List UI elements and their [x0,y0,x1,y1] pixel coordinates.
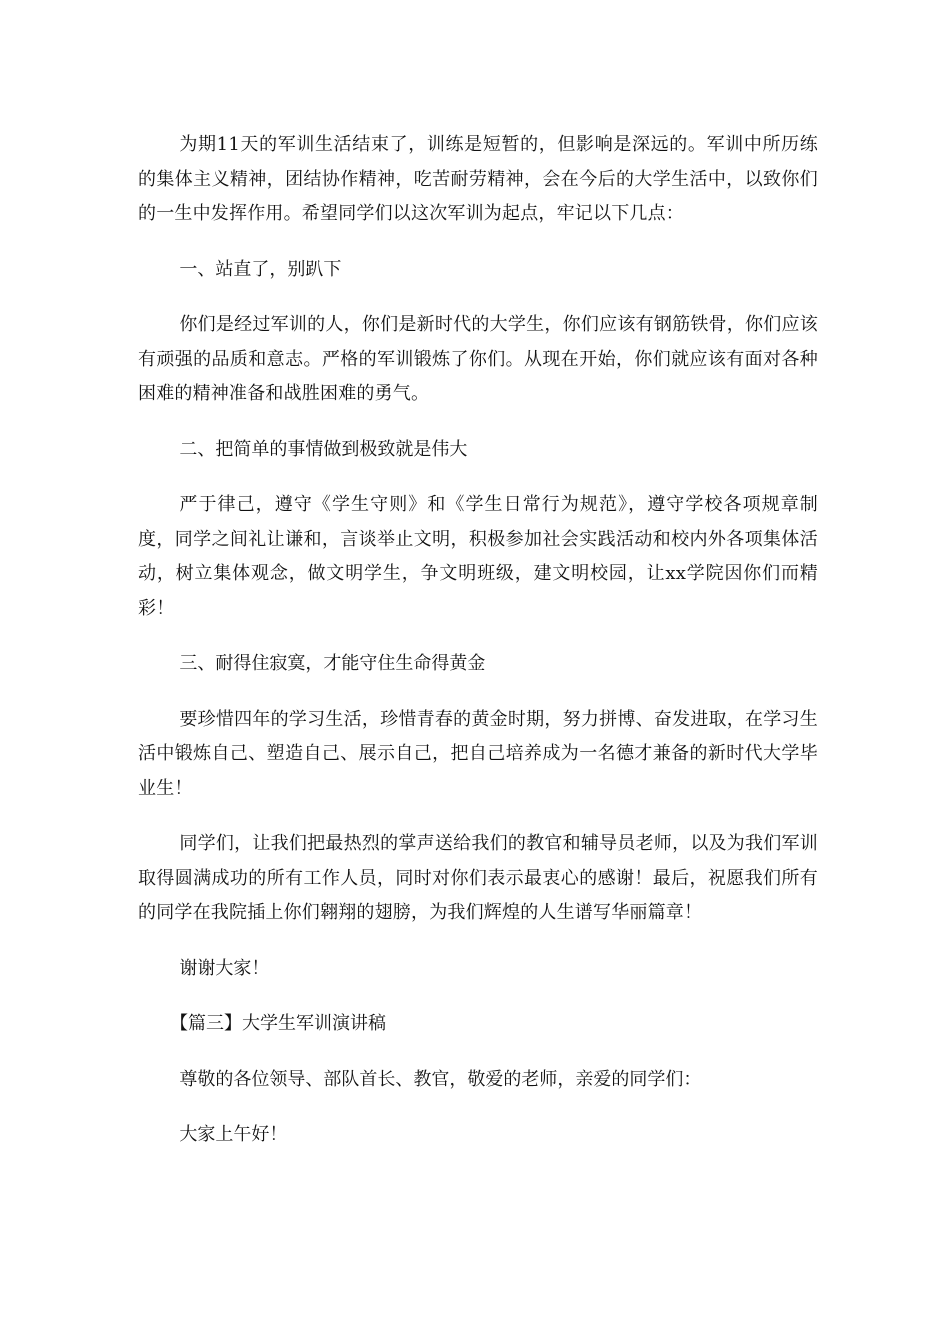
point-two-paragraph: 严于律己，遵守《学生守则》和《学生日常行为规范》，遵守学校各项规章制度，同学之间礼让谦和，言谈举止文明，积极参加社会实践活动和校内外各项集体活动，树立集体观念，做文明学生，争文明班级，建文明校园，让xx学院因你们而精彩！ [138,494,818,619]
document-body [138,128,818,1153]
section-title: 【篇三】大学生军训演讲稿 [170,1013,386,1034]
greeting-line: 尊敬的各位领导、部队首长、教官，敬爱的老师，亲爱的同学们： [179,1068,702,1090]
point-three-paragraph: 要珍惜四年的学习生活，珍惜青春的黄金时期，努力拼博、奋发进取，在学习生活中锻炼自己、塑造自己、展示自己，把自己培养成为一名德才兼备的新时代大学毕业生！ [138,708,818,799]
opening-line: 大家上午好！ [179,1124,288,1145]
thanks-paragraph: 同学们，让我们把最热烈的掌声送给我们的教官和辅导员老师，以及为我们军训取得圆满成功的所有工作人员，同时对你们表示最衷心的感谢！最后，祝愿我们所有的同学在我院插上你们翱翔的翅膀，为我们辉煌的人生谱写华丽篇章！ [138,833,818,923]
point-two-heading: 二、把简单的事情做到极致就是伟大 [179,438,468,460]
point-three-heading: 三、耐得住寂寞，才能守住生命得黄金 [179,653,486,674]
intro-paragraph: 为期11天的军训生活结束了，训练是短暂的，但影响是深远的。军训中所历练的集体主义精神，团结协作精神，吃苦耐劳精神，会在今后的大学生活中，以致你们的一生中发挥作用。希望同学们以这次军训为起点，牢记以下几点： [138,134,818,224]
closing-line: 谢谢大家！ [179,957,270,979]
point-one-heading: 一、站直了，别趴下 [179,258,342,280]
point-one-paragraph: 你们是经过军训的人，你们是新时代的大学生，你们应该有钢筋铁骨，你们应该有顽强的品质和意志。严格的军训锻炼了你们。从现在开始，你们就应该有面对各种困难的精神准备和战胜困难的勇气。 [138,314,818,404]
